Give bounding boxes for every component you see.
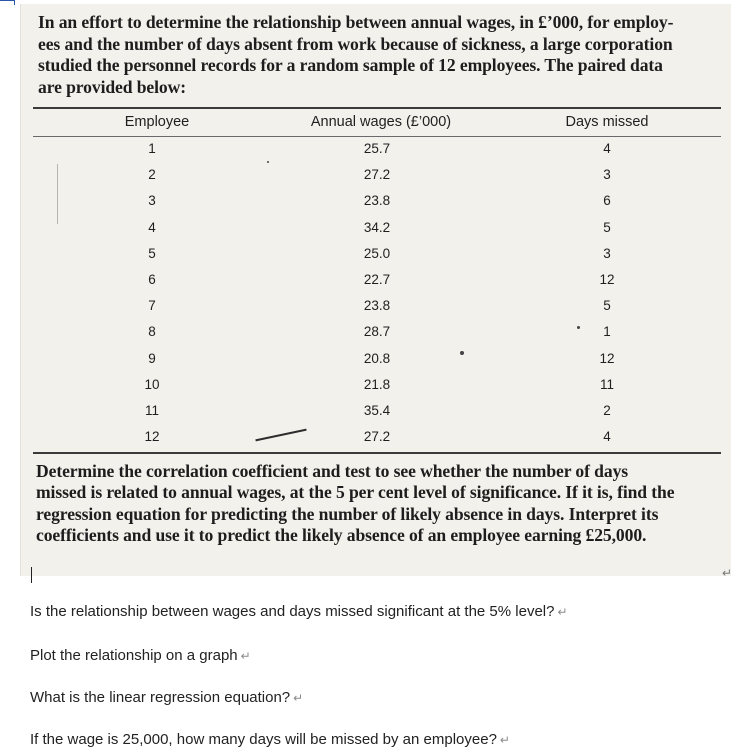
question-text: What is the linear regression equation?: [30, 689, 291, 706]
scan-line: [57, 164, 58, 224]
intro-line: are provided below:: [38, 76, 186, 97]
task-line: coefficients and use it to predict the likely absence of an employee earning £25,000.: [36, 524, 647, 545]
employee-cell: 12: [144, 429, 160, 445]
paragraph-mark: ↵: [499, 733, 510, 747]
question-text: If the wage is 25,000, how many days will be missed by an employee?: [30, 731, 497, 748]
employee-cell: 2: [148, 167, 156, 183]
question-text: Plot the relationship on a graph: [30, 647, 238, 664]
task-line: Determine the correlation coefficient and test to see whether the number of days: [36, 461, 629, 481]
table-row: [21, 402, 731, 428]
wage-cell: 27.2: [363, 429, 391, 445]
days-cell: 4: [603, 429, 611, 445]
days-cell: 3: [603, 167, 611, 183]
question-item[interactable]: [30, 689, 303, 706]
paragraph-mark: ↵: [293, 691, 304, 705]
data-table-body: [21, 140, 731, 454]
table-row: [21, 297, 731, 323]
days-cell: 5: [603, 298, 611, 314]
scan-speck: [577, 326, 580, 329]
employee-cell: 5: [148, 245, 156, 261]
employee-cell: 4: [148, 219, 156, 235]
paragraph-mark: ↵: [240, 649, 251, 663]
days-cell: 2: [603, 402, 611, 418]
employee-cell: 7: [148, 298, 156, 314]
days-cell: 4: [603, 141, 611, 156]
corner-mark: [0, 0, 15, 5]
scan-speck: [460, 351, 464, 355]
question-item[interactable]: [30, 647, 251, 664]
task-line: regression equation for predicting the number of likely absence in days. Interpret its: [36, 503, 659, 524]
wage-cell: 25.7: [363, 141, 391, 156]
table-row: [21, 376, 731, 402]
employee-cell: 10: [144, 376, 160, 392]
days-cell: 12: [599, 350, 615, 366]
scan-speck: [267, 161, 269, 163]
table-top-rule: [33, 107, 721, 109]
wage-cell: 35.4: [363, 402, 391, 418]
question-item[interactable]: [30, 731, 510, 748]
table-row: [21, 140, 731, 166]
question-item[interactable]: [30, 603, 568, 620]
task-line: missed is related to annual wages, at the 5 per cent level of significance. If it is, find the: [36, 482, 675, 503]
intro-line: ees and the number of days absent from work because of sickness, a large corporation: [38, 33, 673, 54]
table-bottom-rule: [33, 452, 721, 454]
problem-task: [36, 461, 722, 546]
days-cell: 1: [603, 324, 611, 340]
wage-cell: 22.7: [363, 271, 391, 287]
intro-line: studied the personnel records for a random sample of 12 employees. The paired data: [38, 55, 663, 75]
table-row: [21, 192, 731, 218]
employee-cell: 11: [144, 402, 159, 418]
table-row: [21, 323, 731, 349]
scanned-problem-image: [20, 4, 731, 576]
table-row: [21, 428, 731, 454]
table-header-rule: [33, 136, 721, 137]
problem-intro: [38, 12, 722, 98]
header-days-missed: Days missed: [565, 114, 649, 130]
days-cell: 5: [603, 219, 611, 235]
wage-cell: 23.8: [363, 298, 391, 314]
wage-cell: 27.2: [363, 167, 391, 183]
table-row: [21, 271, 731, 297]
table-row: [21, 245, 731, 271]
paragraph-mark: ↵: [722, 566, 733, 580]
header-annual-wages: Annual wages (£’000): [310, 114, 452, 130]
question-text: Is the relationship between wages and days missed significant at the 5% level?: [30, 603, 555, 620]
wage-cell: 23.8: [363, 193, 391, 209]
intro-line: In an effort to determine the relationship between annual wages, in £’000, for employ-: [38, 12, 674, 32]
table-row: [21, 350, 731, 376]
days-cell: 11: [599, 376, 614, 392]
employee-cell: 3: [148, 193, 156, 209]
employee-cell: 1: [148, 141, 156, 156]
wage-cell: 21.8: [363, 376, 391, 392]
employee-cell: 6: [148, 271, 156, 287]
header-employee: Employee: [124, 114, 190, 130]
table-row: [21, 219, 731, 245]
employee-cell: 8: [148, 324, 156, 340]
days-cell: 3: [603, 245, 611, 261]
text-cursor: [31, 567, 32, 583]
table-row: [21, 166, 731, 192]
paragraph-mark: ↵: [557, 605, 568, 619]
employee-cell: 9: [148, 350, 156, 366]
days-cell: 12: [599, 271, 615, 287]
wage-cell: 25.0: [363, 245, 391, 261]
wage-cell: 20.8: [363, 350, 391, 366]
wage-cell: 28.7: [363, 324, 391, 340]
wage-cell: 34.2: [363, 219, 391, 235]
days-cell: 6: [603, 193, 611, 209]
